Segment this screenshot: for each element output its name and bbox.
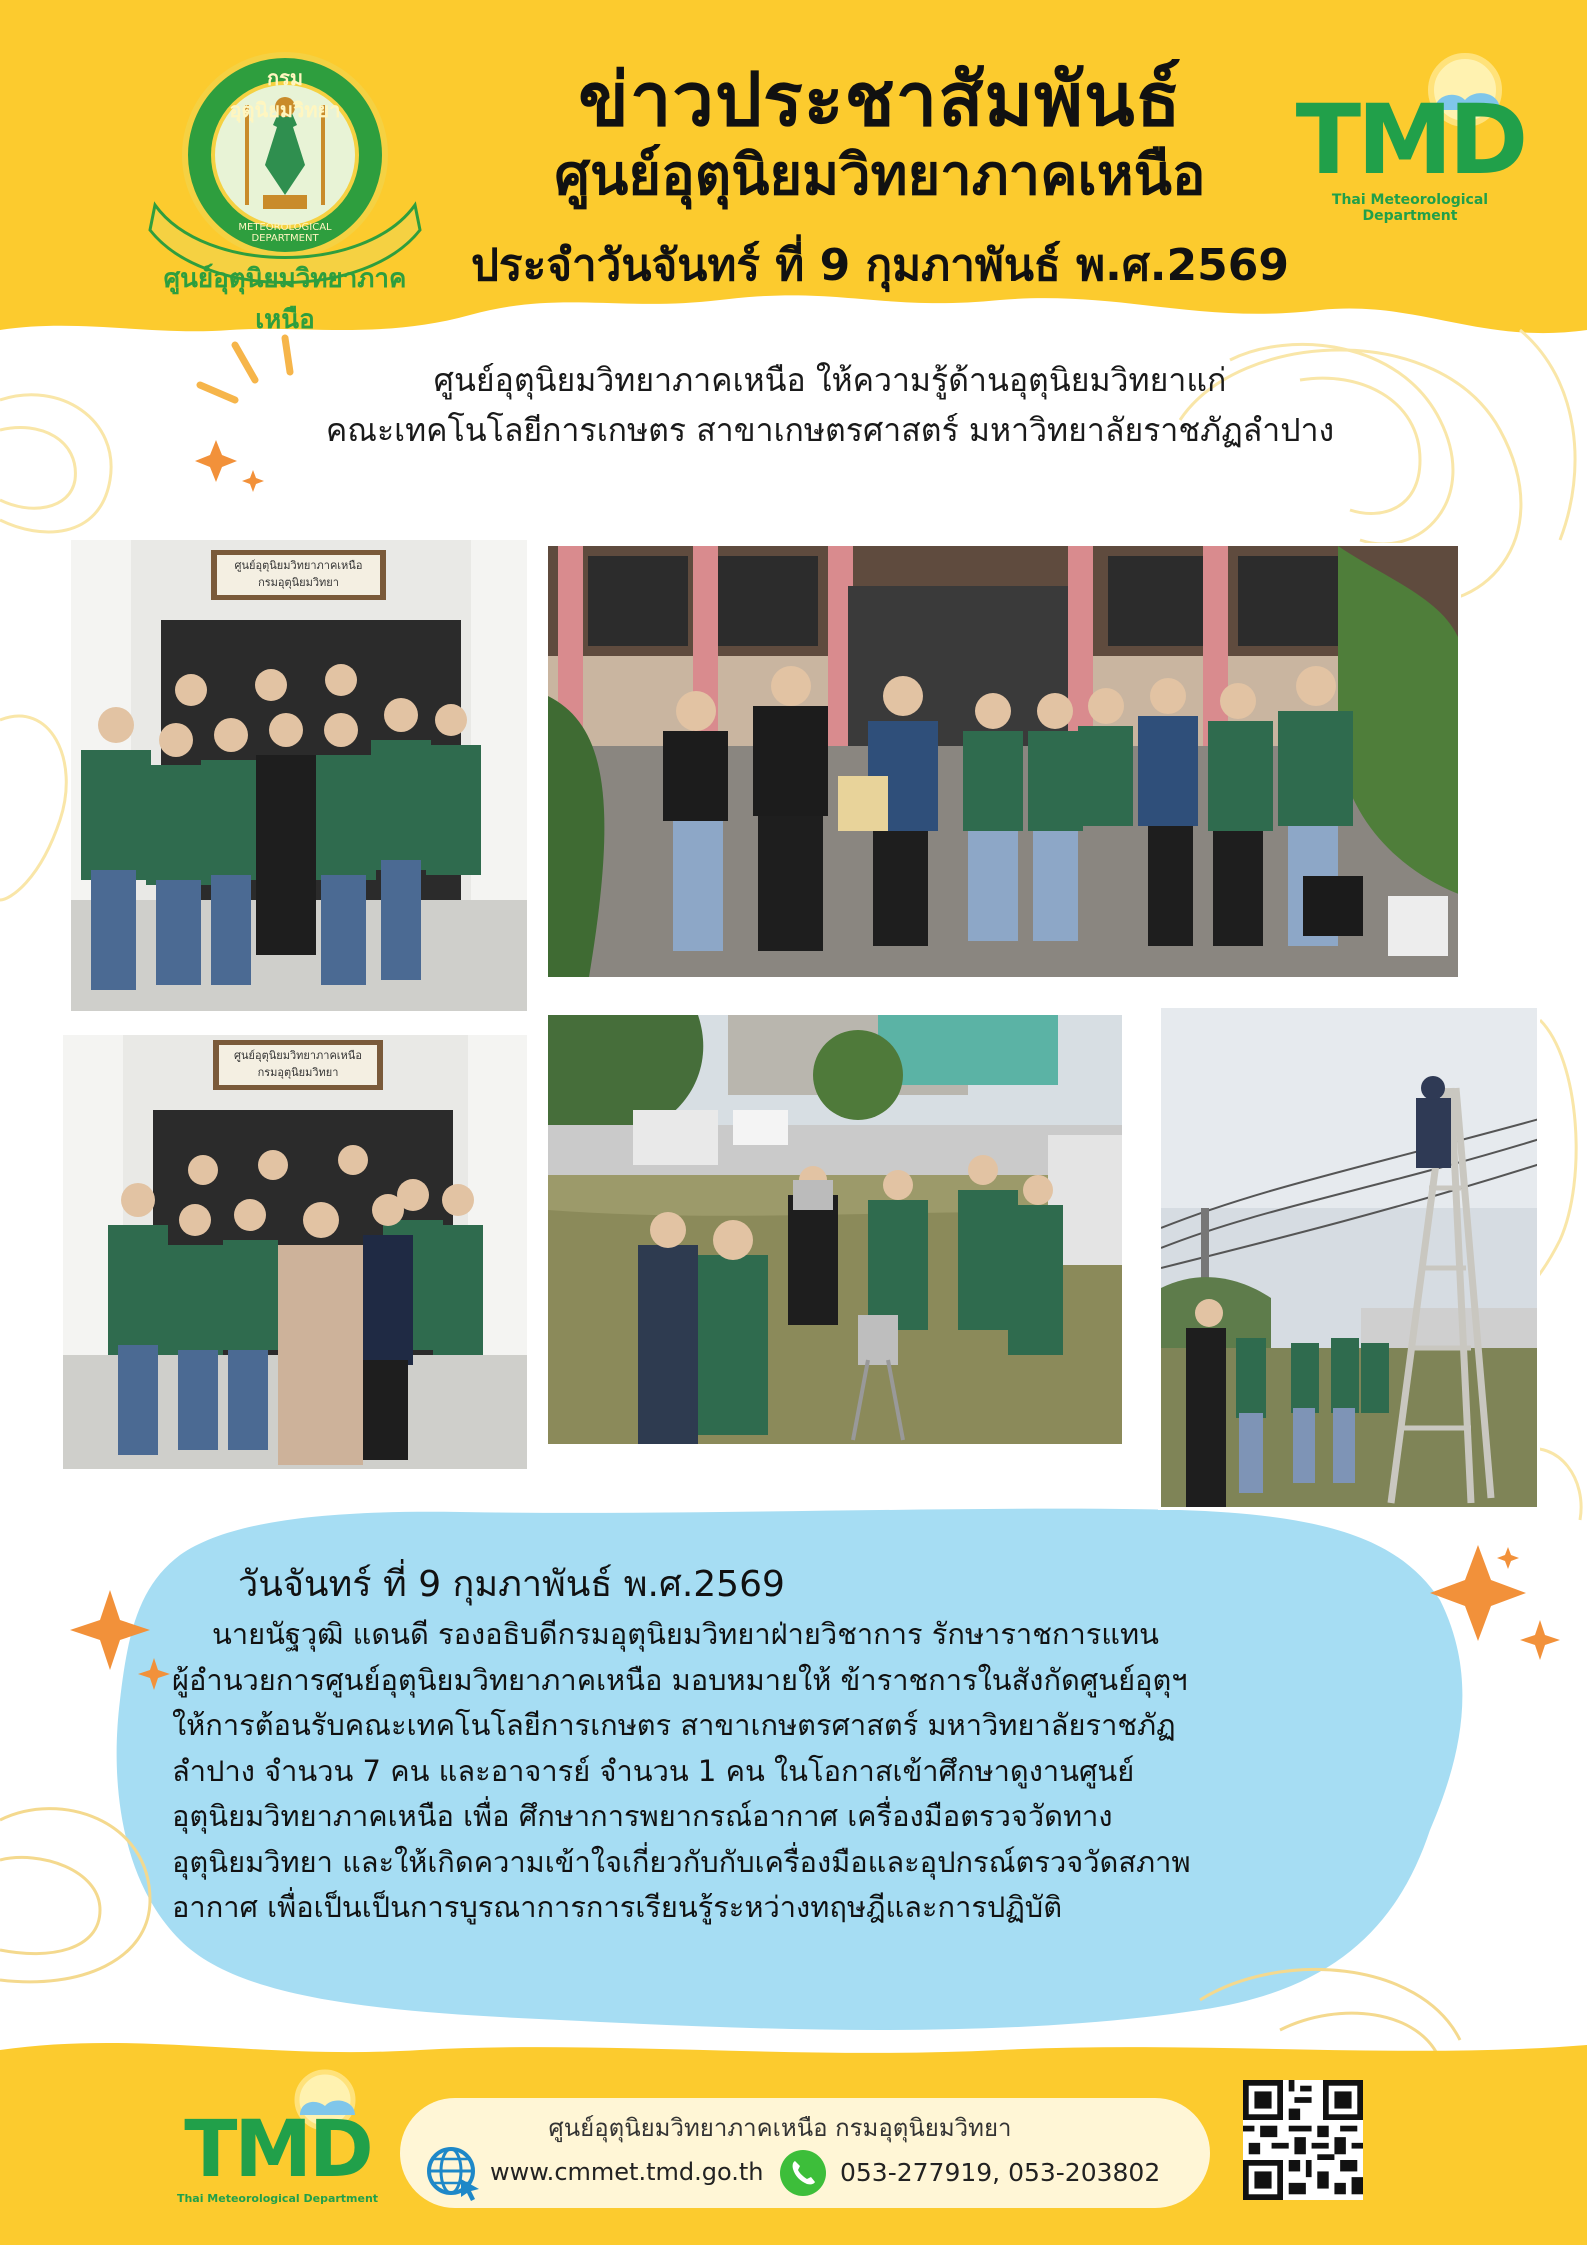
news-headline [200,355,1460,455]
page-date: ประจำวันจันทร์ ที่ 9 กุมภาพันธ์ พ.ศ.2569 [471,240,1289,291]
info-line-6: อุตุนิยมวิทยา และให้เกิดความเข้าใจเกี่ยวกับกับเครื่องมือและอุปกรณ์ตรวจวัดสภาพ [172,1844,1191,1879]
tmd-logo-caption: Thai Meteorological Department [1331,192,1489,224]
photo-handover [545,543,1461,980]
photo-group-entrance-1 [68,537,530,1014]
footer-organization: ศูนย์อุตุนิยมวิทยาภาคเหนือ กรมอุตุนิยมวิทยา [548,2114,1012,2142]
website-link[interactable]: www.cmmet.tmd.go.th [490,2158,764,2186]
info-date: วันจันทร์ ที่ 9 กุมภาพันธ์ พ.ศ.2569 [238,1564,785,1605]
info-line-1: นายนัฐวุฒิ แดนดี รองอธิบดีกรมอุตุนิยมวิทยาฝ่ายวิชาการ รักษาราชการแทน [212,1617,1159,1651]
headline-line-2: คณะเทคโนโลยีการเกษตร สาขาเกษตรศาสตร์ มหาวิทยาลัยราชภัฏลำปาง [325,411,1335,449]
photo-group-entrance-2 [60,1032,530,1472]
page-title: ข่าวประชาสัมพันธ์ [578,57,1182,143]
emblem-ring-top-text: กรมอุตุนิยมวิทยา [229,66,341,122]
info-line-7: อากาศ เพื่อเป็นเป็นการบูรณาการการเรียนรู้ระหว่างทฤษฎีและการปฏิบัติ [172,1890,1063,1924]
tmd-logo-mark: TMD [1295,84,1525,196]
photo-instrument-garden [545,1012,1125,1447]
emblem-ring-bottom-text: METEOROLOGICAL DEPARTMENT [238,222,332,244]
phone-icon [778,2148,828,2198]
globe-cursor-icon [425,2145,483,2203]
info-line-2: ผู้อำนวยการศูนย์อุตุนิยมวิทยาภาคเหนือ มอบหมายให้ ข้าราชการในสังกัดศูนย์อุตุฯ [172,1662,1188,1697]
info-line-4: ลำปาง จำนวน 7 คน และอาจารย์ จำนวน 1 คน ในโอกาสเข้าศึกษาดูงานศูนย์ [172,1753,1135,1788]
emblem-banner-text: ศูนย์อุตุนิยมวิทยาภาคเหนือ [163,264,407,335]
photo-ladder-instrument [1158,1005,1540,1510]
headline-line-1: ศูนย์อุตุนิยมวิทยาภาคเหนือ ให้ความรู้ด้านอุตุนิยมวิทยาแก่ [433,361,1227,399]
photo-sign-text-2: ศูนย์อุตุนิยมวิทยาภาคเหนือ กรมอุตุนิยมวิทยา [234,1049,362,1079]
info-body [172,1612,1452,1931]
qr-code[interactable] [1243,2080,1363,2200]
footer-tmd-logo-caption: Thai Meteorological Department [176,2192,379,2205]
page-subtitle: ศูนย์อุตุนิยมวิทยาภาคเหนือ [554,143,1206,208]
info-line-5: อุตุนิยมวิทยาภาคเหนือ เพื่อ ศึกษาการพยากรณ์อากาศ เครื่องมือตรวจวัดทาง [172,1799,1113,1833]
phone-number: 053-277919, 053-203802 [840,2158,1161,2187]
info-line-3: ให้การต้อนรับคณะเทคโนโลยีการเกษตร สาขาเกษตรศาสตร์ มหาวิทยาลัยราชภัฏ [172,1708,1176,1742]
footer-tmd-logo-mark: TMD [184,2105,371,2195]
photo-sign-text-1: ศูนย์อุตุนิยมวิทยาภาคเหนือ กรมอุตุนิยมวิทยา [234,559,363,589]
